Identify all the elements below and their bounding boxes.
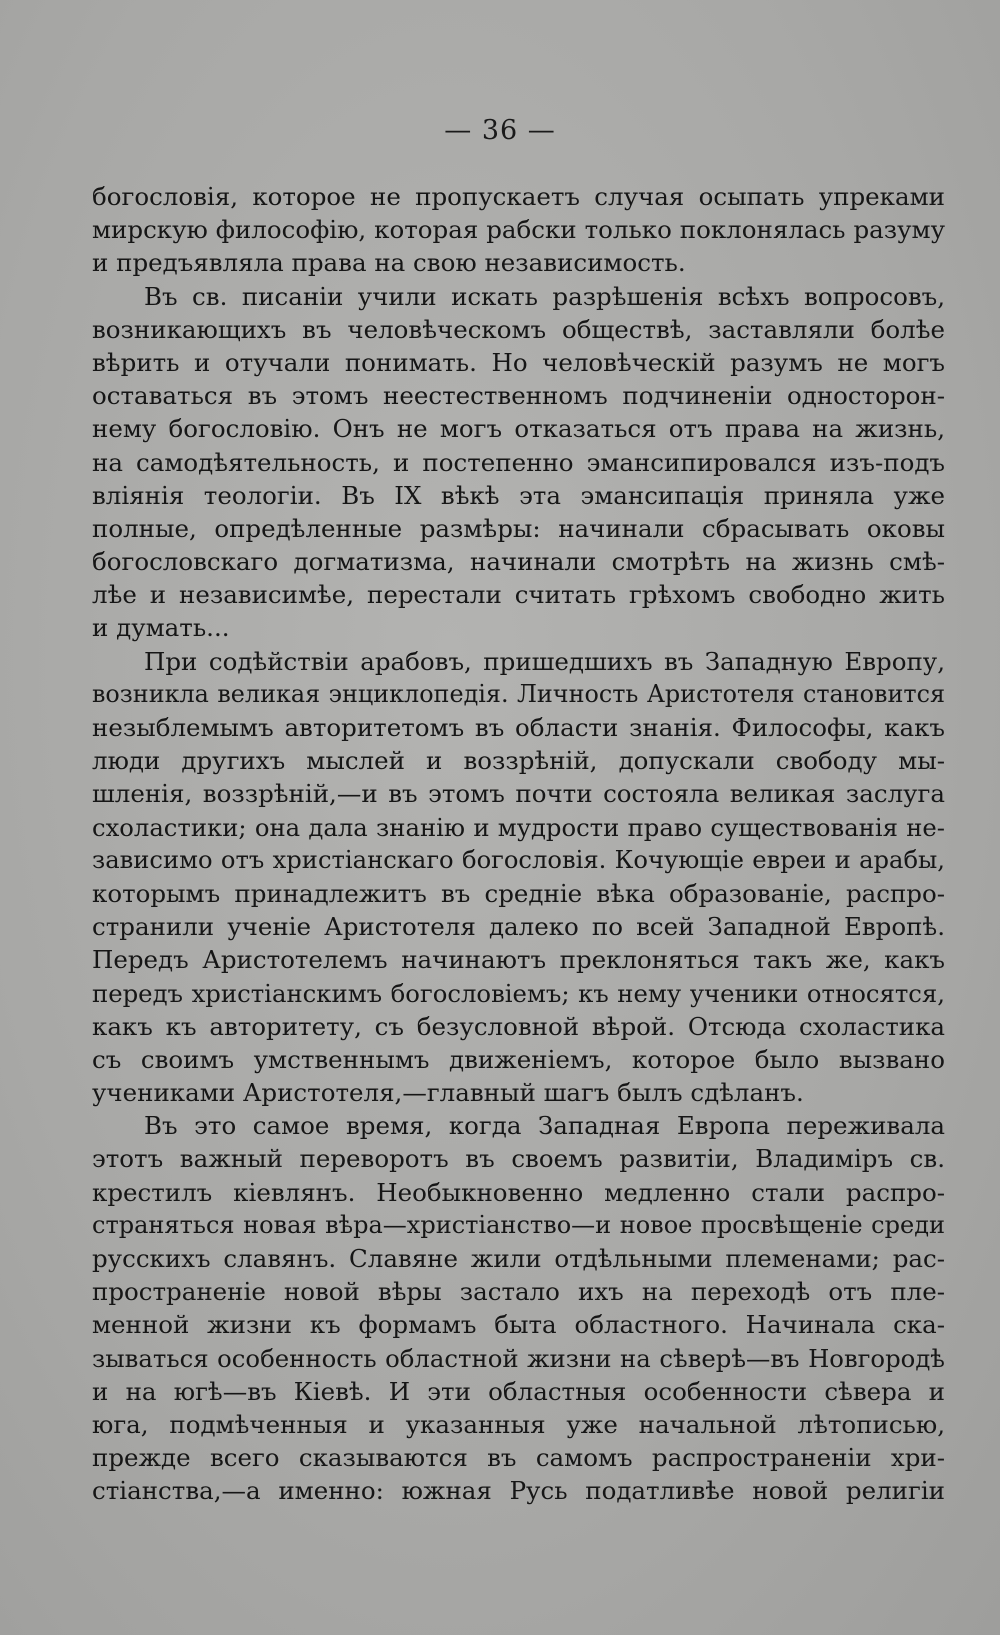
text-line: зависимо отъ христіанскаго богословія. Кочующіе евреи и арабы, [92, 845, 945, 874]
text-line: какъ къ авторитету, съ безусловной вѣрой. Отсюда схоластика [92, 1011, 945, 1041]
text-line: съ своимъ умственнымъ движеніемъ, которое было вызвано [92, 1044, 945, 1074]
text-line: Въ св. писаніи учили искать разрѣшенія всѣхъ вопросовъ, [144, 281, 945, 311]
text-line: крестилъ кіевлянъ. Необыкновенно медленно стали распро- [92, 1177, 945, 1207]
text-line: и думать... [92, 613, 230, 643]
text-line: стіанства,—а именно: южная Русь податливѣе новой религіи [92, 1476, 945, 1506]
text-line: русскихъ славянъ. Славяне жили отдѣльными племенами; рас- [92, 1244, 945, 1273]
body-text [92, 180, 945, 1508]
text-line: на самодѣятельность, и постепенно эмансипировался изъ-подъ [92, 447, 945, 477]
page-number: — 36 — [444, 115, 556, 146]
text-line: незыблемымъ авторитетомъ въ области знанія. Философы, какъ [92, 713, 945, 742]
text-line: Въ это самое время, когда Западная Европа переживала [144, 1111, 945, 1141]
text-line: менной жизни къ формамъ быта областного. Начинала ска- [92, 1310, 945, 1340]
text-line: юга, подмѣченныя и указанныя уже начальной лѣтописью, [92, 1409, 945, 1439]
text-line: При содѣйствіи арабовъ, пришедшихъ въ Западную Европу, [144, 646, 945, 676]
text-line: возникла великая энциклопедія. Личность Аристотеля становится [92, 679, 945, 708]
text-line: пространеніе новой вѣры застало ихъ на переходѣ отъ пле- [92, 1277, 945, 1307]
text-line: этотъ важный переворотъ въ своемъ развитіи, Владиміръ св. [92, 1144, 945, 1174]
text-line: лѣе и независимѣе, перестали считать грѣхомъ свободно жить [92, 580, 945, 610]
text-line: передъ христіанскимъ богословіемъ; къ нему ученики относятся, [92, 978, 945, 1008]
text-line: страняться новая вѣра—христіанство—и новое просвѣщеніе среди [92, 1210, 945, 1239]
text-line: учениками Аристотеля,—главный шагъ былъ сдѣланъ. [92, 1078, 804, 1108]
text-line: шленія, воззрѣній,—и въ этомъ почти состояла великая заслуга [92, 779, 945, 809]
text-line: зываться особенность областной жизни на сѣверѣ—въ Новгородѣ [92, 1343, 945, 1373]
text-line: вліянія теологіи. Въ IX вѣкѣ эта эмансипація приняла уже [92, 480, 945, 510]
text-line: которымъ принадлежитъ въ средніе вѣка образованіе, распро- [92, 878, 945, 908]
text-line: богословскаго догматизма, начинали смотрѣть на жизнь смѣ- [92, 547, 945, 577]
text-line: мирскую философію, которая рабски только поклонялась разуму [92, 215, 945, 245]
text-line: оставаться въ этомъ неестественномъ подчиненіи односторон- [92, 381, 945, 411]
text-line: полные, опредѣленные размѣры: начинали сбрасывать оковы [92, 513, 945, 543]
text-line: возникающихъ въ человѣческомъ обществѣ, заставляли болѣе [92, 314, 945, 344]
text-line: и предъявляла права на свою независимость. [92, 248, 686, 278]
text-line: Передъ Аристотелемъ начинаютъ преклоняться такъ же, какъ [92, 945, 945, 975]
text-line: люди другихъ мыслей и воззрѣній, допускали свободу мы- [92, 746, 945, 776]
text-line: и на югѣ—въ Кіевѣ. И эти областныя особенности сѣвера и [92, 1376, 945, 1406]
text-line: нему богословію. Онъ не могъ отказаться отъ права на жизнь, [92, 414, 945, 444]
text-line: вѣрить и отучали понимать. Но человѣческій разумъ не могъ [92, 347, 945, 377]
text-line: прежде всего сказываются въ самомъ распространеніи хри- [92, 1443, 945, 1473]
text-line: схоластики; она дала знанію и мудрости право существованія не- [92, 812, 945, 842]
text-line: богословія, которое не пропускаетъ случая осыпать упреками [92, 182, 945, 211]
text-line: странили ученіе Аристотеля далеко по всей Западной Европѣ. [92, 912, 945, 942]
